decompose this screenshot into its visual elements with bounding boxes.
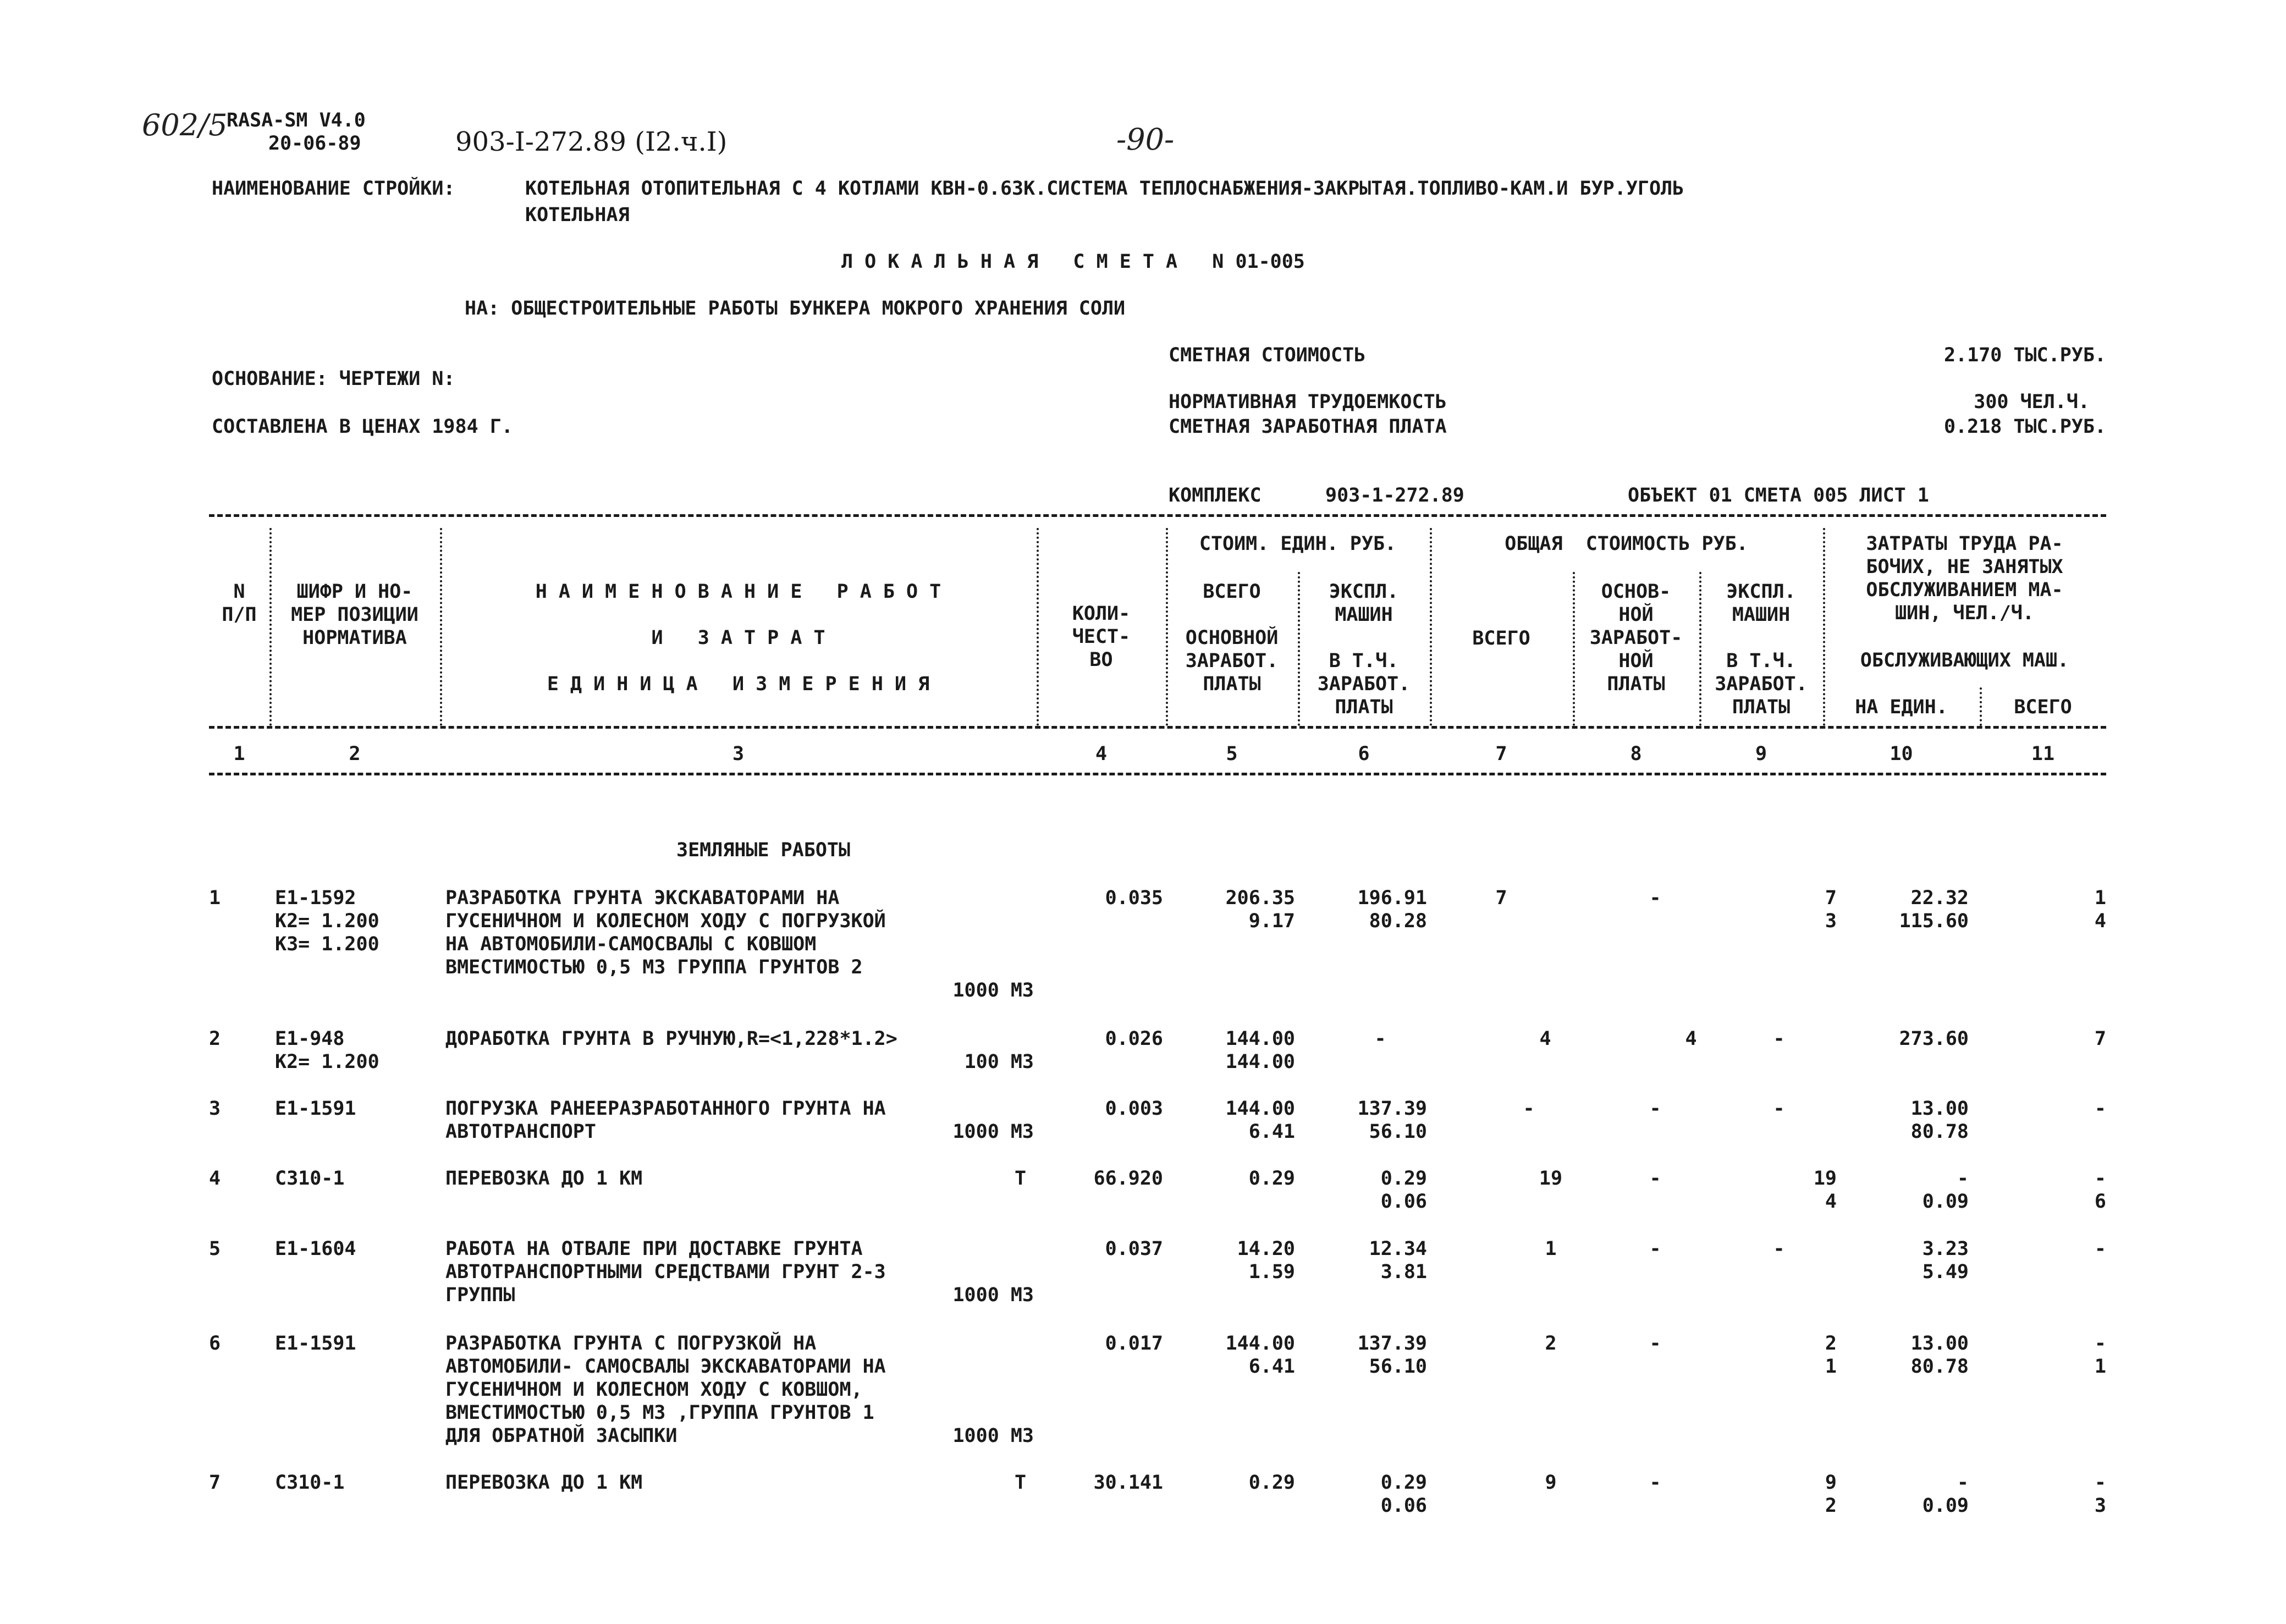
object-sheet: ОБЪЕКТ 01 СМЕТА 005 ЛИСТ 1 (1628, 485, 1929, 507)
construction-label: НАИМЕНОВАНИЕ СТРОЙКИ: (212, 178, 455, 200)
column-number: 9 (1755, 743, 1767, 765)
column-number: 2 (349, 743, 361, 765)
print-date: 20-06-89 (268, 133, 361, 155)
wage-value: 0.218 ТЫС.РУБ. (1943, 416, 2106, 438)
row-base-wage: - (1649, 1098, 1661, 1120)
row-code: С310-1 (275, 1472, 345, 1494)
row-labor-unit: 273.60 (1899, 1028, 1969, 1050)
row-base-wage: - (1649, 1333, 1661, 1355)
row-total: 9 (1545, 1472, 1557, 1494)
row-total: 4 (1539, 1028, 1551, 1050)
complex-label: КОМПЛЕКС (1169, 485, 1262, 507)
row-unit-machines: 137.39 56.10 (1357, 1333, 1427, 1378)
header-col7: ВСЕГО (1472, 627, 1530, 649)
construction-line2: КОТЕЛЬНАЯ (525, 204, 630, 226)
header-col4: КОЛИ- ЧЕСТ- ВО (1072, 603, 1131, 671)
row-base-wage: - (1649, 887, 1661, 909)
row-labor-unit: 22.32 115.60 (1899, 887, 1969, 932)
project-code: 903-I-272.89 (I2.ч.I) (455, 126, 728, 157)
row-name: РАЗРАБОТКА ГРУНТА С ПОГРУЗКОЙ НА АВТОМОБИЛИ- САМОСВАЛЫ ЭКСКАВАТОРАМИ НА ГУСЕНИЧНОМ И КОЛЕСНОМ ХОДУ С КОВШОМ, ВМЕСТИМОСТЬЮ 0,5 М3 ,ГРУППА ГРУНТОВ 1 ДЛЯ ОБРАТНОЙ ЗАСЫПКИ (445, 1333, 886, 1447)
program-version: RASA-SM V4.0 (227, 109, 366, 131)
row-name: РАЗРАБОТКА ГРУНТА ЭКСКАВАТОРАМИ НА ГУСЕНИЧНОМ И КОЛЕСНОМ ХОДУ С ПОГРУЗКОЙ НА АВТОМОБИЛИ-САМОСВАЛЫ С КОВШОМ ВМЕСТИМОСТЬЮ 0,5 М3 ГРУППА ГРУНТОВ 2 (445, 887, 886, 978)
row-total: 1 (1545, 1238, 1557, 1260)
header-col3: Н А И М Е Н О В А Н И Е Р А Б О Т И З А Т Р А Т Е Д И Н И Ц А И З М Е Р Е Н И Я (535, 581, 941, 695)
labor-label: НОРМАТИВНАЯ ТРУДОЕМКОСТЬ (1169, 391, 1447, 413)
row-number: 4 (209, 1168, 221, 1190)
row-labor-total: 1 4 (2094, 887, 2106, 932)
construction-line1: КОТЕЛЬНАЯ ОТОПИТЕЛЬНАЯ С 4 КОТЛАМИ КВН-0.63К.СИСТЕМА ТЕПЛОСНАБЖЕНИЯ-ЗАКРЫТАЯ.ТОПЛИВО-КАМ.И БУР.УГОЛЬ (525, 178, 1684, 200)
row-unit: 100 М3 (964, 1051, 1034, 1073)
column-number: 1 (233, 743, 245, 765)
row-labor-unit: - 0.09 (1922, 1168, 1969, 1213)
header-col10: НА ЕДИН. (1855, 696, 1948, 718)
row-unit-machines: 0.29 0.06 (1380, 1472, 1427, 1517)
row-unit-machines: 0.29 0.06 (1380, 1168, 1427, 1213)
row-unit: 1000 М3 (952, 1284, 1034, 1306)
row-name: ПЕРЕВОЗКА ДО 1 КМ (445, 1168, 643, 1190)
column-number: 11 (2031, 743, 2055, 765)
header-col6: ЭКСПЛ. МАШИН В Т.Ч. ЗАРАБОТ. ПЛАТЫ (1317, 581, 1411, 718)
number-row-rule (209, 773, 2106, 775)
header-unit-cost: СТОИМ. ЕДИН. РУБ. (1199, 533, 1397, 555)
row-total: - (1523, 1098, 1535, 1120)
table-top-rule (209, 514, 2106, 517)
row-unit: Т (1015, 1472, 1027, 1494)
row-number: 3 (209, 1098, 221, 1120)
row-code: Е1-1591 (275, 1333, 356, 1355)
row-machines: 19 4 (1813, 1168, 1837, 1213)
row-unit-total: 144.00 144.00 (1225, 1028, 1295, 1073)
row-labor-total: - (2094, 1098, 2106, 1120)
prices-label: СОСТАВЛЕНА В ЦЕНАХ 1984 Г. (212, 416, 513, 438)
row-total: 2 (1545, 1333, 1557, 1355)
row-labor-total: - 6 (2094, 1168, 2106, 1213)
row-unit: 1000 М3 (952, 1121, 1034, 1143)
row-number: 2 (209, 1028, 221, 1050)
row-total: 7 (1495, 887, 1507, 909)
header-col2: ШИФР И НО- МЕР ПОЗИЦИИ НОРМАТИВА (291, 581, 418, 649)
row-code: Е1-1591 (275, 1098, 356, 1120)
row-quantity: 0.026 (1105, 1028, 1163, 1050)
row-labor-total: - (2094, 1238, 2106, 1260)
header-col1: N П/П (222, 581, 257, 626)
column-number: 10 (1890, 743, 1913, 765)
row-quantity: 30.141 (1093, 1472, 1163, 1494)
row-number: 7 (209, 1472, 221, 1494)
row-machines: 9 2 (1825, 1472, 1837, 1517)
estimate-title: Л О К А Л Ь Н А Я С М Е Т А N 01-005 (841, 251, 1305, 273)
row-code: Е1-948 К2= 1.200 (275, 1028, 379, 1073)
cost-value: 2.170 ТЫС.РУБ. (1943, 344, 2106, 366)
row-unit-total: 144.00 6.41 (1225, 1098, 1295, 1143)
row-total: 19 (1539, 1168, 1563, 1190)
row-unit-total: 14.20 1.59 (1237, 1238, 1295, 1283)
header-labor: ЗАТРАТЫ ТРУДА РА- БОЧИХ, НЕ ЗАНЯТЫХ ОБСЛУЖИВАНИЕМ МА- ШИН, ЧЕЛ./Ч. (1866, 533, 2063, 624)
handwritten-stamp: 602/5 (142, 108, 228, 142)
header-col11: ВСЕГО (2014, 696, 2072, 718)
labor-value: 300 ЧЕЛ.Ч. (1974, 391, 2090, 413)
row-unit-total: 144.00 6.41 (1225, 1333, 1295, 1378)
header-col9: ЭКСПЛ. МАШИН В Т.Ч. ЗАРАБОТ. ПЛАТЫ (1715, 581, 1808, 718)
section-title: ЗЕМЛЯНЫЕ РАБОТЫ (676, 839, 851, 861)
row-number: 1 (209, 887, 221, 909)
row-unit: Т (1015, 1168, 1027, 1190)
row-number: 5 (209, 1238, 221, 1260)
cost-label: СМЕТНАЯ СТОИМОСТЬ (1169, 344, 1366, 366)
row-name: ПОГРУЗКА РАНЕЕРАЗРАБОТАННОГО ГРУНТА НА АВТОТРАНСПОРТ (445, 1098, 886, 1143)
header-bottom-rule (209, 726, 2106, 729)
page-number: -90- (1116, 122, 1175, 157)
row-labor-total: 7 (2094, 1028, 2106, 1050)
row-unit: 1000 М3 (952, 1425, 1034, 1447)
row-quantity: 0.017 (1105, 1333, 1163, 1355)
row-machines: 7 3 (1825, 887, 1837, 932)
row-unit: 1000 М3 (952, 979, 1034, 1001)
row-quantity: 0.003 (1105, 1098, 1163, 1120)
row-base-wage: 4 (1685, 1028, 1697, 1050)
row-machines: - (1773, 1238, 1785, 1260)
row-labor-unit: 13.00 80.78 (1910, 1333, 1969, 1378)
row-code: Е1-1604 (275, 1238, 356, 1260)
row-labor-total: - 1 (2094, 1333, 2106, 1378)
basis-label: ОСНОВАНИЕ: ЧЕРТЕЖИ N: (212, 368, 455, 390)
column-number: 8 (1630, 743, 1642, 765)
row-code: Е1-1592 К2= 1.200 К3= 1.200 (275, 887, 379, 955)
row-base-wage: - (1649, 1472, 1661, 1494)
row-labor-unit: 3.23 5.49 (1922, 1238, 1969, 1283)
complex-value: 903-1-272.89 (1325, 485, 1464, 507)
row-machines: 2 1 (1825, 1333, 1837, 1378)
row-unit-machines: 137.39 56.10 (1357, 1098, 1427, 1143)
header-total-cost: ОБЩАЯ СТОИМОСТЬ РУБ. (1505, 533, 1748, 555)
row-unit-machines: 12.34 3.81 (1369, 1238, 1427, 1283)
row-unit-machines: - (1374, 1028, 1386, 1050)
column-number: 6 (1358, 743, 1370, 765)
row-quantity: 0.035 (1105, 887, 1163, 909)
row-name: ДОРАБОТКА ГРУНТА В РУЧНУЮ,R=<1,228*1.2> (445, 1028, 897, 1050)
row-machines: - (1773, 1098, 1785, 1120)
row-quantity: 66.920 (1093, 1168, 1163, 1190)
row-number: 6 (209, 1333, 221, 1355)
row-base-wage: - (1649, 1238, 1661, 1260)
header-col5: ВСЕГО ОСНОВНОЙ ЗАРАБОТ. ПЛАТЫ (1185, 581, 1279, 695)
column-number: 4 (1095, 743, 1108, 765)
row-labor-total: - 3 (2094, 1472, 2106, 1517)
header-col8: ОСНОВ- НОЙ ЗАРАБОТ- НОЙ ПЛАТЫ (1589, 581, 1683, 695)
row-name: ПЕРЕВОЗКА ДО 1 КМ (445, 1472, 643, 1494)
row-machines: - (1773, 1028, 1785, 1050)
wage-label: СМЕТНАЯ ЗАРАБОТНАЯ ПЛАТА (1169, 416, 1447, 438)
row-name: РАБОТА НА ОТВАЛЕ ПРИ ДОСТАВКЕ ГРУНТА АВТОТРАНСПОРТНЫМИ СРЕДСТВАМИ ГРУНТ 2-3 ГРУППЫ (445, 1238, 886, 1306)
row-quantity: 0.037 (1105, 1238, 1163, 1260)
column-number: 7 (1495, 743, 1507, 765)
estimate-purpose: НА: ОБЩЕСТРОИТЕЛЬНЫЕ РАБОТЫ БУНКЕРА МОКРОГО ХРАНЕНИЯ СОЛИ (465, 298, 1126, 320)
row-labor-unit: 13.00 80.78 (1910, 1098, 1969, 1143)
row-unit-total: 206.35 9.17 (1225, 887, 1295, 932)
column-number: 3 (732, 743, 745, 765)
row-code: С310-1 (275, 1168, 345, 1190)
header-labor-machines: ОБСЛУЖИВАЮЩИХ МАШ. (1860, 649, 2069, 671)
row-unit-total: 0.29 (1248, 1472, 1295, 1494)
row-unit-machines: 196.91 80.28 (1357, 887, 1427, 932)
row-base-wage: - (1649, 1168, 1661, 1190)
column-number: 5 (1226, 743, 1238, 765)
row-labor-unit: - 0.09 (1922, 1472, 1969, 1517)
row-unit-total: 0.29 (1248, 1168, 1295, 1190)
